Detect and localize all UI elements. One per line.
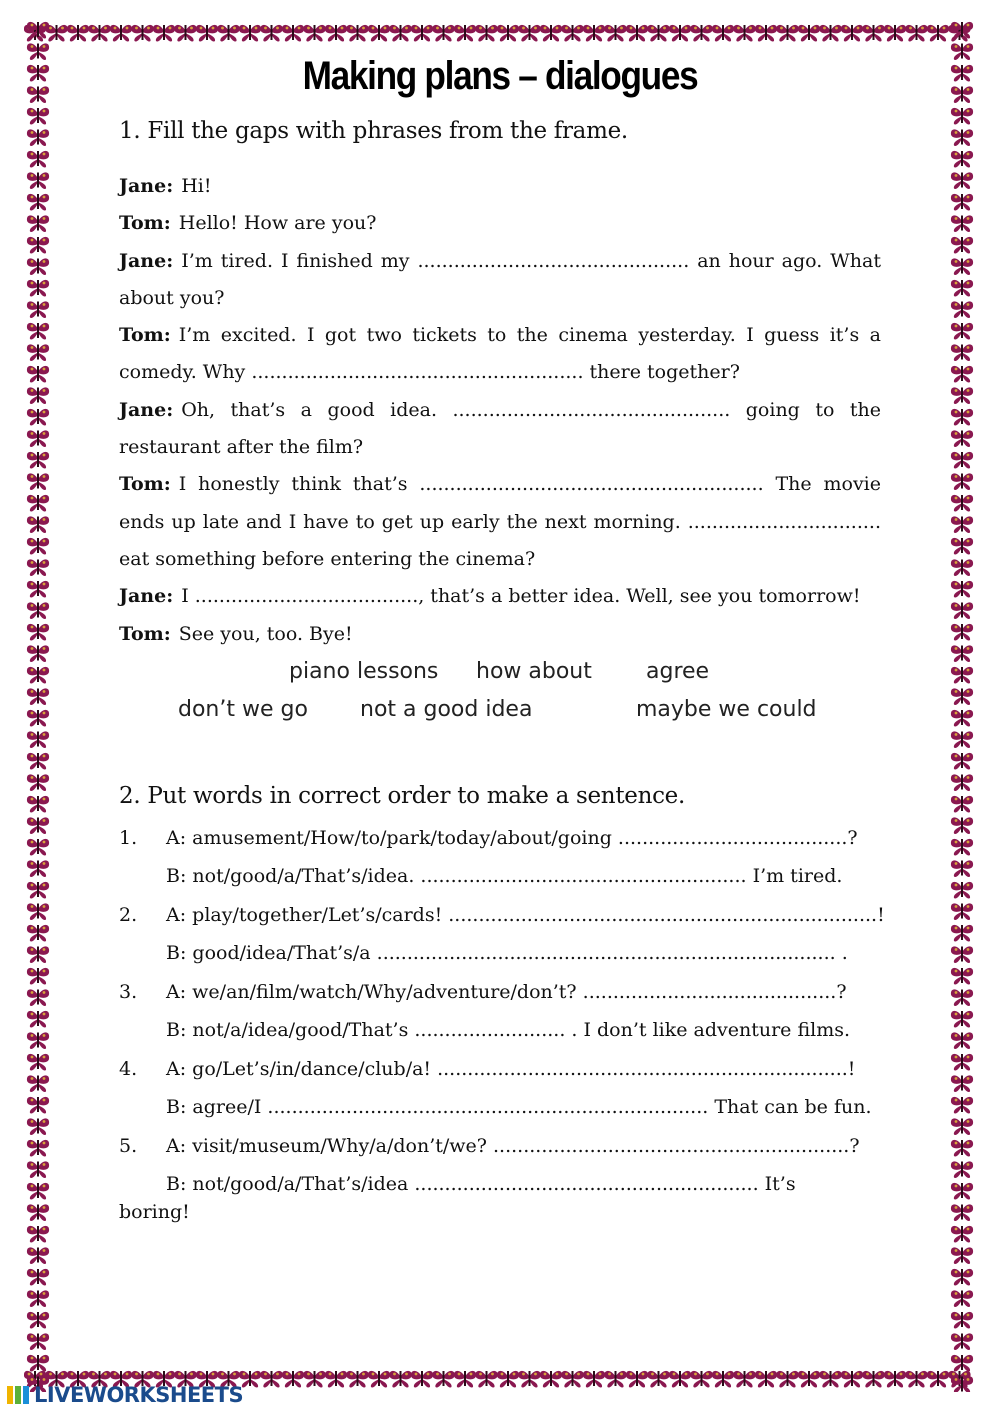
dialogue-line — [119, 616, 881, 653]
butterfly-icon — [951, 258, 973, 275]
butterfly-icon — [303, 1371, 325, 1388]
speaker-name: Tom: — [119, 473, 171, 496]
butterfly-icon — [27, 1204, 49, 1221]
exercise-item-a — [119, 973, 881, 1012]
exercise-item-a — [119, 1050, 881, 1089]
butterfly-icon — [951, 1204, 973, 1221]
butterfly-icon — [951, 1355, 973, 1372]
butterfly-icon — [690, 1371, 712, 1388]
item-text: A: play/together/Let’s/cards! .......................................................................! — [166, 903, 885, 926]
dialogue-text: I honestly think that’s ......................................................... The movie ends up late and I have to get up early the next morning. ................................ eat something before entering the cinema? — [119, 473, 881, 570]
butterfly-icon — [951, 968, 973, 985]
butterfly-icon — [951, 1312, 973, 1329]
butterfly-icon — [884, 25, 906, 42]
exercise-item-a — [119, 819, 881, 858]
butterfly-icon — [951, 1097, 973, 1114]
butterfly-icon — [27, 1290, 49, 1307]
butterfly-icon — [951, 344, 973, 361]
butterfly-icon — [951, 796, 973, 813]
phrase-option: maybe we could — [636, 696, 817, 722]
footer-brand — [6, 1381, 243, 1409]
butterfly-icon — [282, 25, 304, 42]
butterfly-icon — [27, 774, 49, 791]
phrase-option: not a good idea — [360, 696, 533, 722]
butterfly-icon — [604, 1371, 626, 1388]
dialogue-line — [119, 205, 881, 242]
item-text: A: amusement/How/to/park/today/about/going ......................................? — [166, 826, 858, 849]
butterfly-icon — [27, 538, 49, 555]
butterfly-icon — [951, 151, 973, 168]
exercise-item-b: B: good/idea/That’s/a ............................................................................ . — [166, 942, 848, 965]
butterfly-icon — [389, 25, 411, 42]
butterfly-icon — [755, 25, 777, 42]
butterfly-icon — [217, 25, 239, 42]
liveworksheets-logo-icon — [6, 1383, 30, 1407]
item-text-continued: boring! — [119, 1201, 190, 1224]
item-text: B: not/good/a/That’s/idea ......................................................... It’s — [166, 1173, 796, 1196]
butterfly-icon — [561, 25, 583, 42]
item-number: 2. — [119, 903, 138, 926]
butterfly-icon — [411, 25, 433, 42]
butterfly-icon — [27, 882, 49, 899]
item-number: 1. — [119, 826, 138, 849]
butterfly-icon — [951, 710, 973, 727]
butterfly-icon — [325, 25, 347, 42]
butterfly-icon — [951, 1011, 973, 1028]
phrase-frame — [119, 657, 881, 743]
butterfly-icon — [951, 1376, 973, 1392]
butterfly-icon — [951, 1333, 973, 1350]
butterfly-icon — [67, 25, 89, 42]
butterfly-icon — [951, 903, 973, 920]
butterfly-icon — [27, 108, 49, 125]
butterfly-icon — [196, 25, 218, 42]
exercise-item-b: B: not/a/idea/good/That’s ......................... . I don’t like adventure films. — [166, 1019, 851, 1042]
butterfly-icon — [951, 1226, 973, 1243]
butterfly-icon — [733, 25, 755, 42]
item-text: A: go/Let’s/in/dance/club/a! ....................................................................! — [166, 1057, 856, 1080]
butterfly-icon — [27, 624, 49, 641]
butterfly-icon — [669, 1371, 691, 1388]
butterfly-icon — [951, 366, 973, 383]
butterfly-icon — [862, 1371, 884, 1388]
butterfly-icon — [951, 430, 973, 447]
dialogue-text: Oh, that’s a good idea. .............................................. going to the restaurant after the film? — [119, 398, 881, 459]
butterfly-icon — [303, 25, 325, 42]
page-title: Making plans – dialogues — [302, 54, 698, 98]
dialogue-text: I’m tired. I finished my ............................................. an hour ago. What about you? — [119, 249, 881, 309]
dialogue-line — [119, 317, 881, 392]
butterfly-icon — [174, 25, 196, 42]
butterfly-icon — [776, 25, 798, 42]
butterfly-icon — [27, 559, 49, 576]
item-number: 5. — [119, 1134, 138, 1157]
butterfly-icon — [346, 25, 368, 42]
butterfly-icon — [27, 1011, 49, 1028]
butterfly-icon — [951, 22, 973, 39]
butterfly-icon — [951, 1032, 973, 1049]
butterfly-icon — [27, 796, 49, 813]
butterfly-icon — [27, 753, 49, 770]
item-text: A: we/an/film/watch/Why/adventure/don’t? ..........................................? — [166, 980, 847, 1003]
butterfly-icon — [260, 25, 282, 42]
butterfly-icon — [951, 194, 973, 211]
butterfly-icon — [951, 1161, 973, 1178]
butterfly-icon — [626, 1371, 648, 1388]
butterfly-icon — [690, 25, 712, 42]
butterfly-icon — [27, 280, 49, 297]
instruction-2: 2. Put words in correct order to make a sentence. — [119, 782, 685, 809]
butterfly-icon — [27, 151, 49, 168]
phrase-option: don’t we go — [178, 696, 308, 722]
butterfly-icon — [951, 1290, 973, 1307]
butterfly-icon — [27, 65, 49, 82]
butterfly-icon — [755, 1371, 777, 1388]
butterfly-icon — [475, 25, 497, 42]
butterfly-icon — [27, 430, 49, 447]
butterfly-icon — [131, 25, 153, 42]
butterfly-icon — [497, 1371, 519, 1388]
butterfly-icon — [27, 1333, 49, 1350]
butterfly-icon — [27, 817, 49, 834]
butterfly-icon — [951, 65, 973, 82]
butterfly-icon — [27, 1140, 49, 1157]
butterfly-icon — [153, 25, 175, 42]
butterfly-icon — [647, 25, 669, 42]
dialogue — [119, 168, 881, 653]
butterfly-icon — [951, 817, 973, 834]
butterfly-icon — [819, 25, 841, 42]
butterfly-icon — [561, 1371, 583, 1388]
butterfly-icon — [841, 25, 863, 42]
butterfly-icon — [540, 25, 562, 42]
butterfly-icon — [798, 25, 820, 42]
dialogue-line — [119, 466, 881, 578]
dialogue-line — [119, 392, 881, 467]
butterfly-icon — [27, 194, 49, 211]
butterfly-icon — [841, 1371, 863, 1388]
butterfly-icon — [776, 1371, 798, 1388]
butterfly-icon — [27, 1312, 49, 1329]
dialogue-text: Hello! How are you? — [178, 212, 377, 235]
butterfly-icon — [27, 989, 49, 1006]
butterfly-icon — [27, 645, 49, 662]
butterfly-icon — [27, 86, 49, 103]
butterfly-icon — [27, 1097, 49, 1114]
butterfly-icon — [27, 667, 49, 684]
butterfly-icon — [951, 688, 973, 705]
butterfly-icon — [27, 903, 49, 920]
border-top — [24, 18, 976, 46]
speaker-name: Jane: — [119, 585, 174, 608]
dialogue-text: Hi! — [181, 175, 212, 197]
butterfly-icon — [27, 516, 49, 533]
butterfly-icon — [475, 1371, 497, 1388]
speaker-name: Tom: — [119, 622, 171, 645]
butterfly-icon — [647, 1371, 669, 1388]
butterfly-icon — [27, 452, 49, 469]
butterfly-icon — [819, 1371, 841, 1388]
butterfly-icon — [951, 882, 973, 899]
butterfly-icon — [27, 473, 49, 490]
butterfly-icon — [905, 25, 927, 42]
butterfly-icon — [951, 129, 973, 146]
butterfly-icon — [260, 1371, 282, 1388]
item-number: 3. — [119, 980, 138, 1003]
butterfly-icon — [951, 280, 973, 297]
butterfly-icon — [27, 1247, 49, 1264]
butterfly-icon — [951, 1118, 973, 1135]
butterfly-icon — [927, 25, 949, 42]
butterfly-icon — [27, 581, 49, 598]
butterfly-icon — [368, 1371, 390, 1388]
butterfly-icon — [798, 1371, 820, 1388]
butterfly-icon — [951, 602, 973, 619]
butterfly-icon — [951, 172, 973, 189]
butterfly-icon — [951, 495, 973, 512]
instruction-1: 1. Fill the gaps with phrases from the frame. — [119, 118, 628, 144]
butterfly-icon — [951, 387, 973, 404]
butterfly-icon — [951, 323, 973, 340]
butterfly-icon — [27, 323, 49, 340]
butterfly-icon — [325, 1371, 347, 1388]
butterfly-icon — [951, 1183, 973, 1200]
exercise-item-a — [119, 1127, 881, 1166]
butterfly-icon — [27, 409, 49, 426]
butterfly-icon — [626, 25, 648, 42]
butterfly-icon — [454, 25, 476, 42]
butterfly-icon — [951, 301, 973, 318]
butterfly-icon — [27, 1355, 49, 1372]
dialogue-line — [119, 243, 881, 318]
speaker-name: Jane: — [119, 398, 174, 421]
butterfly-icon — [27, 129, 49, 146]
butterfly-icon — [27, 495, 49, 512]
dialogue-text: I’m excited. I got two tickets to the cinema yesterday. I guess it’s a comedy. Why ....................................................... there together? — [119, 324, 881, 384]
speaker-name: Jane: — [119, 249, 174, 272]
butterfly-icon — [432, 25, 454, 42]
butterfly-icon — [884, 1371, 906, 1388]
butterfly-icon — [27, 172, 49, 189]
speaker-name: Tom: — [119, 324, 171, 347]
butterfly-icon — [518, 1371, 540, 1388]
butterfly-icon — [27, 925, 49, 942]
phrase-option: piano lessons — [289, 658, 439, 684]
butterfly-icon — [27, 946, 49, 963]
butterfly-icon — [604, 25, 626, 42]
butterfly-icon — [712, 25, 734, 42]
butterfly-icon — [951, 645, 973, 662]
border-right — [948, 18, 976, 1392]
butterfly-icon — [951, 409, 973, 426]
butterfly-icon — [497, 25, 519, 42]
butterfly-icon — [27, 1075, 49, 1092]
item-text: A: visit/museum/Why/a/don’t/we? ...........................................................? — [166, 1134, 860, 1157]
butterfly-icon — [27, 387, 49, 404]
butterfly-icon — [951, 1269, 973, 1286]
butterfly-icon — [927, 1371, 949, 1388]
butterfly-icon — [951, 667, 973, 684]
butterfly-icon — [951, 774, 973, 791]
butterfly-icon — [905, 1371, 927, 1388]
butterfly-icon — [27, 731, 49, 748]
butterfly-icon — [712, 1371, 734, 1388]
butterfly-icon — [27, 237, 49, 254]
speaker-name: Tom: — [119, 212, 171, 235]
worksheet — [119, 48, 885, 1226]
butterfly-icon — [951, 624, 973, 641]
butterfly-icon — [951, 753, 973, 770]
butterfly-icon — [669, 25, 691, 42]
butterfly-icon — [583, 1371, 605, 1388]
butterfly-icon — [27, 602, 49, 619]
butterfly-icon — [27, 839, 49, 856]
butterfly-icon — [951, 860, 973, 877]
butterfly-icon — [951, 839, 973, 856]
dialogue-text: See you, too. Bye! — [178, 622, 353, 645]
butterfly-icon — [27, 1161, 49, 1178]
butterfly-icon — [27, 258, 49, 275]
exercise-item-b — [119, 1165, 881, 1226]
butterfly-icon — [951, 452, 973, 469]
butterfly-icon — [389, 1371, 411, 1388]
butterfly-icon — [432, 1371, 454, 1388]
butterfly-icon — [951, 1140, 973, 1157]
butterfly-icon — [110, 25, 132, 42]
butterfly-icon — [951, 1247, 973, 1264]
butterfly-icon — [951, 86, 973, 103]
phrase-option: agree — [646, 658, 710, 684]
butterfly-icon — [951, 1075, 973, 1092]
butterfly-icon — [518, 25, 540, 42]
butterfly-icon — [27, 1032, 49, 1049]
butterfly-icon — [951, 946, 973, 963]
butterfly-icon — [951, 516, 973, 533]
butterfly-icon — [951, 538, 973, 555]
butterfly-icon — [27, 1054, 49, 1071]
butterfly-icon — [951, 473, 973, 490]
butterfly-icon — [862, 25, 884, 42]
butterfly-icon — [583, 25, 605, 42]
butterfly-icon — [27, 344, 49, 361]
exercise-item-b: B: not/good/a/That’s/idea. ...................................................... I’m tired. — [166, 865, 843, 888]
butterfly-icon — [282, 1371, 304, 1388]
butterfly-icon — [368, 25, 390, 42]
butterfly-icon — [27, 366, 49, 383]
butterfly-icon — [88, 25, 110, 42]
exercise-item-a — [119, 896, 885, 935]
butterfly-icon — [951, 731, 973, 748]
butterfly-icon — [27, 968, 49, 985]
dialogue-line — [119, 168, 881, 205]
butterfly-icon — [27, 1226, 49, 1243]
exercise-item-b: B: agree/I ......................................................................... That can be fun. — [166, 1096, 872, 1119]
butterfly-icon — [411, 1371, 433, 1388]
butterfly-icon — [540, 1371, 562, 1388]
butterfly-icon — [27, 710, 49, 727]
butterfly-icon — [951, 108, 973, 125]
item-number: 4. — [119, 1057, 138, 1080]
butterfly-icon — [454, 1371, 476, 1388]
butterfly-icon — [27, 1269, 49, 1286]
border-left — [24, 18, 52, 1392]
butterfly-icon — [951, 559, 973, 576]
butterfly-icon — [951, 215, 973, 232]
word-order-exercise — [119, 819, 885, 1227]
phrase-option: how about — [476, 658, 592, 684]
butterfly-icon — [27, 301, 49, 318]
brand-text: LIVEWORKSHEETS — [34, 1383, 244, 1407]
dialogue-line — [119, 578, 881, 615]
butterfly-icon — [239, 25, 261, 42]
butterfly-icon — [951, 43, 973, 60]
butterfly-icon — [27, 1118, 49, 1135]
butterfly-icon — [951, 989, 973, 1006]
butterfly-icon — [346, 1371, 368, 1388]
butterfly-icon — [27, 1183, 49, 1200]
butterfly-icon — [27, 22, 49, 39]
butterfly-icon — [27, 43, 49, 60]
butterfly-icon — [951, 581, 973, 598]
butterfly-icon — [27, 860, 49, 877]
butterfly-icon — [951, 1054, 973, 1071]
butterfly-icon — [733, 1371, 755, 1388]
butterfly-icon — [951, 925, 973, 942]
dialogue-text: I ....................................., that’s a better idea. Well, see you tomorrow! — [181, 585, 861, 608]
butterfly-icon — [951, 237, 973, 254]
butterfly-icon — [27, 215, 49, 232]
butterfly-icon — [27, 688, 49, 705]
speaker-name: Jane: — [119, 175, 174, 197]
